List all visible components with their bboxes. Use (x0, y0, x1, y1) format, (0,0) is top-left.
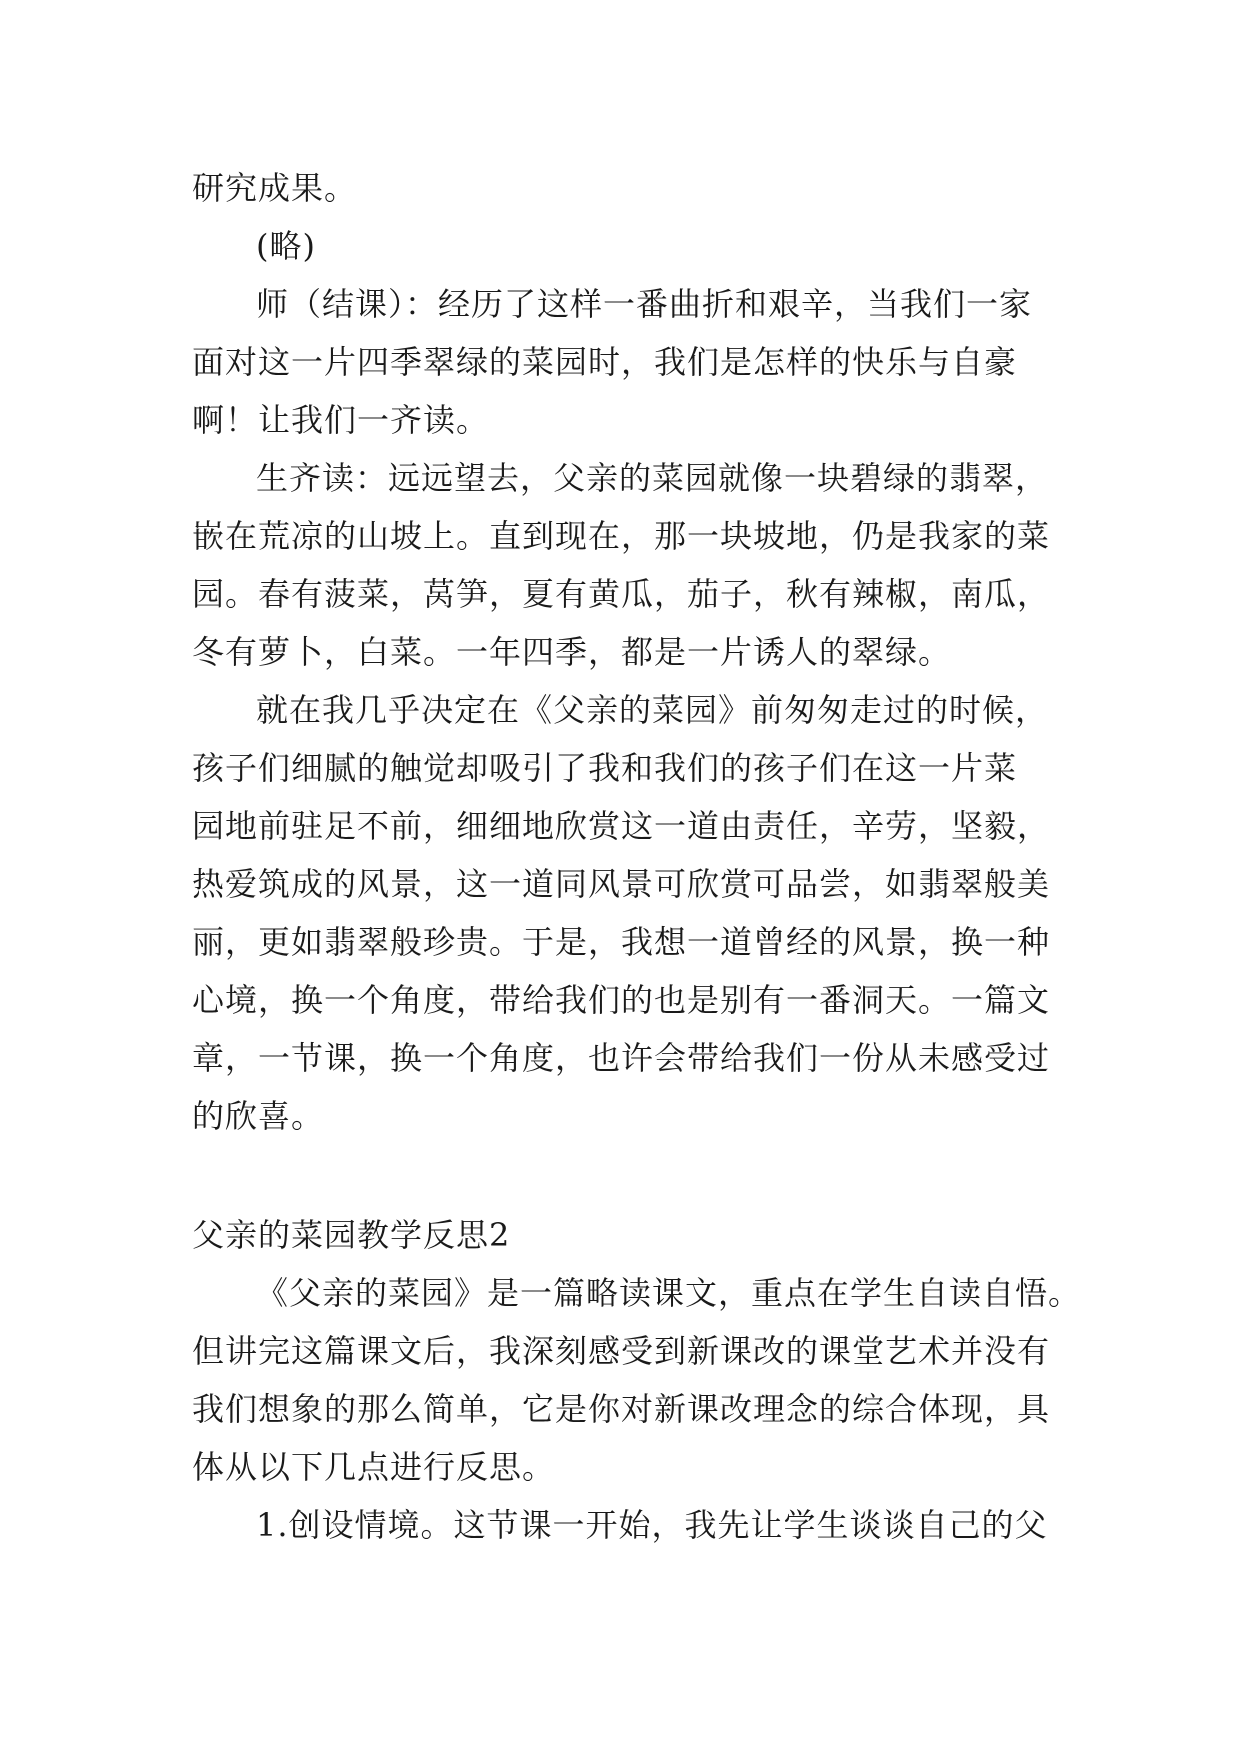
paragraph-line: 《父亲的菜园》是一篇略读课文，重点在学生自读自悟。 (256, 1274, 1082, 1312)
paragraph-line: (略) (256, 227, 316, 265)
paragraph-line: 章，一节课，换一个角度，也许会带给我们一份从未感受过 (192, 1039, 1051, 1077)
paragraph-line: 孩子们细腻的触觉却吸引了我和我们的孩子们在这一片菜 (192, 749, 1018, 787)
paragraph-line: 但讲完这篇课文后，我深刻感受到新课改的课堂艺术并没有 (192, 1332, 1051, 1370)
paragraph-line: 体从以下几点进行反思。 (192, 1448, 556, 1486)
paragraph-line: 心境，换一个角度，带给我们的也是别有一番洞天。一篇文 (192, 981, 1051, 1019)
paragraph-line: 园。春有菠菜，莴笋，夏有黄瓜，茄子，秋有辣椒，南瓜， (192, 575, 1051, 613)
paragraph-line: 研究成果。 (192, 169, 358, 207)
paragraph-line: 面对这一片四季翠绿的菜园时，我们是怎样的快乐与自豪 (192, 343, 1018, 381)
paragraph-line: 热爱筑成的风景，这一道同风景可欣赏可品尝，如翡翠般美 (192, 865, 1051, 903)
paragraph-line: 园地前驻足不前，细细地欣赏这一道由责任，辛劳，坚毅， (192, 807, 1051, 845)
paragraph-line: 我们想象的那么简单，它是你对新课改理念的综合体现，具 (192, 1390, 1051, 1428)
section-heading: 父亲的菜园教学反思2 (192, 1216, 511, 1254)
paragraph-line: 师（结课）：经历了这样一番曲折和艰辛，当我们一家 (256, 285, 1033, 323)
paragraph-line: 的欣喜。 (192, 1097, 325, 1135)
paragraph-line: 丽，更如翡翠般珍贵。于是，我想一道曾经的风景，换一种 (192, 923, 1051, 961)
paragraph-line: 嵌在荒凉的山坡上。直到现在，那一块坡地，仍是我家的菜 (192, 517, 1051, 555)
paragraph-line: 1.创设情境。这节课一开始，我先让学生谈谈自己的父 (256, 1506, 1048, 1544)
paragraph-line: 生齐读：远远望去，父亲的菜园就像一块碧绿的翡翠， (256, 459, 1049, 497)
paragraph-line: 啊！让我们一齐读。 (192, 401, 490, 439)
paragraph-line: 冬有萝卜，白菜。一年四季，都是一片诱人的翠绿。 (192, 633, 952, 671)
paragraph-line: 就在我几乎决定在《父亲的菜园》前匆匆走过的时候， (256, 691, 1049, 729)
